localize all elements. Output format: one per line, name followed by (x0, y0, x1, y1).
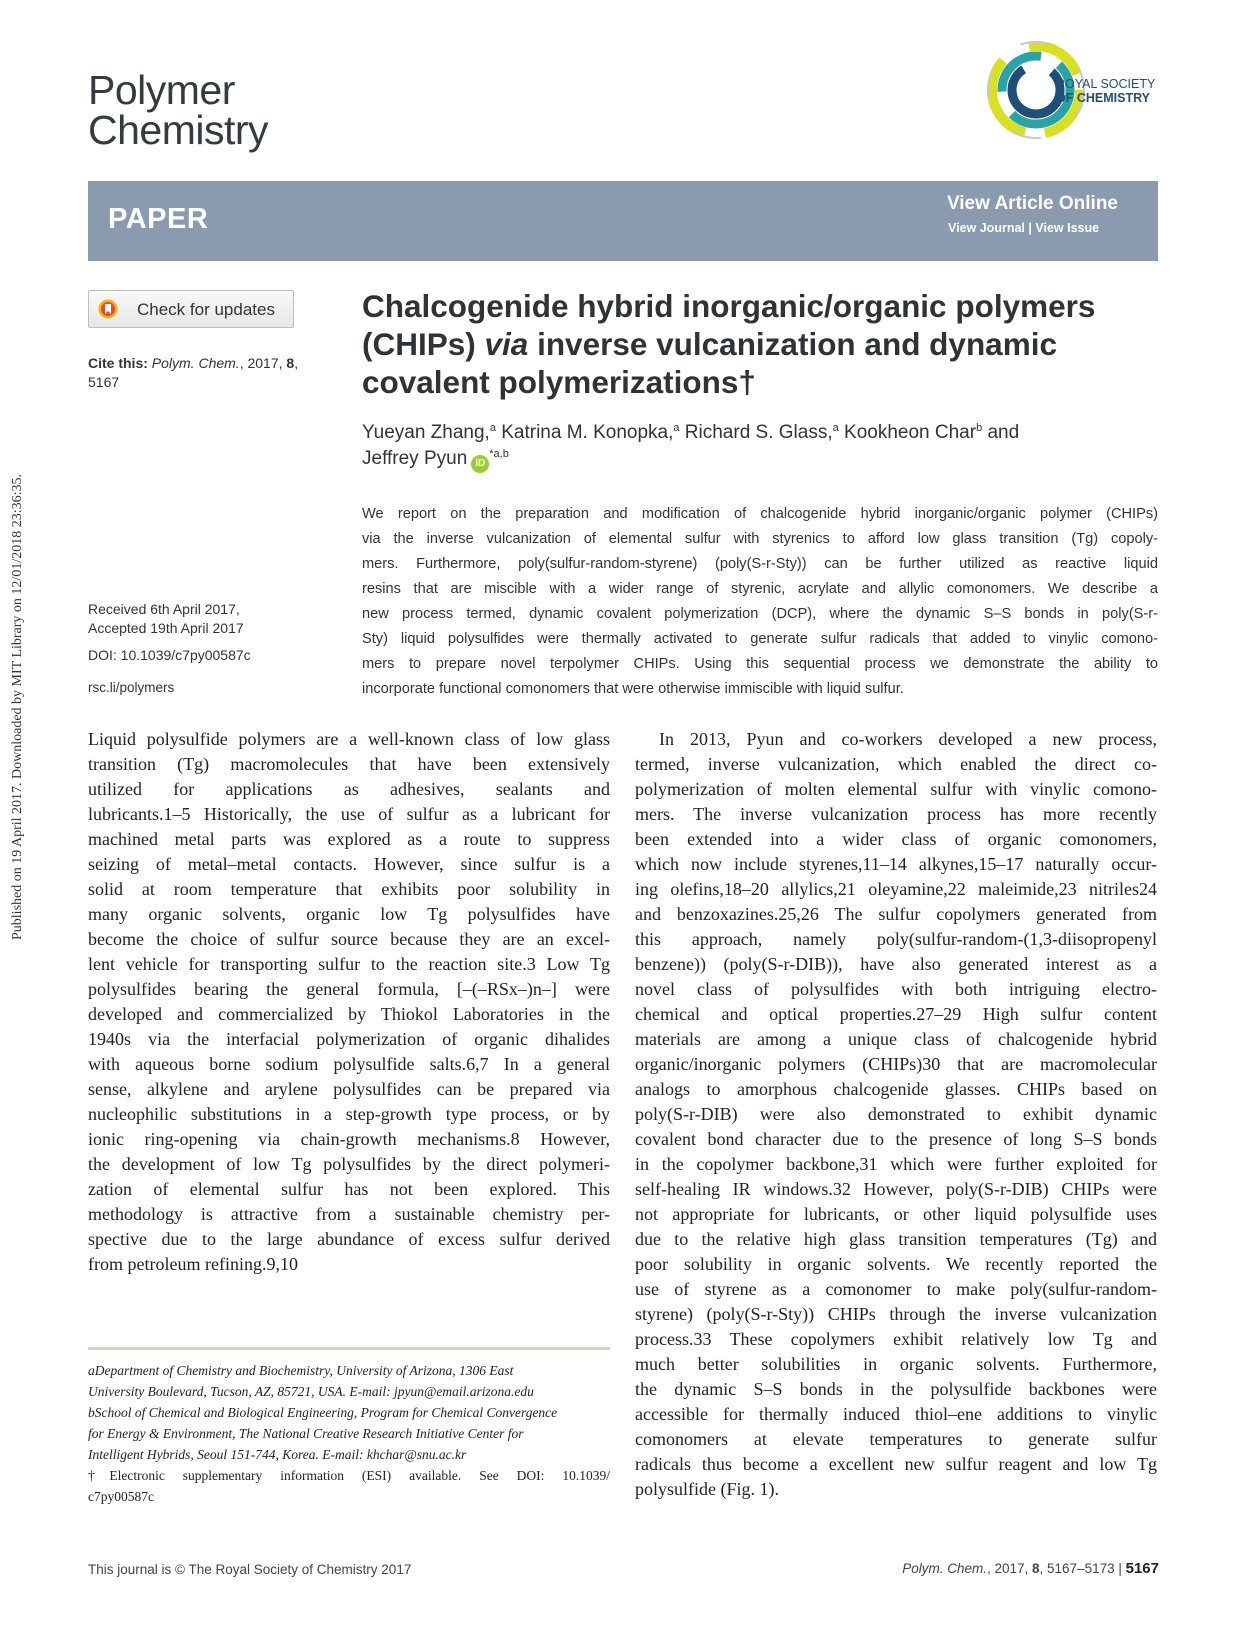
cite-year: , 2017, (239, 355, 283, 371)
body-line: process.33 These copolymers exhibit relatively low Tg and (635, 1329, 1157, 1349)
abstract-line: resins that are miscible with a wider range of styrenic, acrylate and allylic comonomers. We describe a (362, 581, 1158, 597)
body-line: mers. The inverse vulcanization process has more recently (635, 804, 1157, 824)
body-line: self-healing IR windows.32 However, poly(S-r-DIB) CHIPs were (635, 1179, 1157, 1199)
author-glass: Richard S. Glass, (679, 422, 833, 443)
body-line: much better solubilities in organic solvents. Furthermore, (635, 1354, 1157, 1374)
body-line: radicals thus become a excellent new sulfur reagent and low Tg (635, 1454, 1157, 1474)
body-line: organic/inorganic polymers (CHIPs)30 that are macromolecular (635, 1054, 1157, 1074)
body-line: this approach, namely poly(sulfur-random-(1,3-diisopropenyl (635, 929, 1157, 949)
body-line: spective due to the large abundance of excess sulfur derived (88, 1229, 610, 1249)
body-line: solid at room temperature that exhibits poor solubility in (88, 879, 610, 899)
body-line: in the copolymer backbone,31 which were further exploited for (635, 1154, 1157, 1174)
cite-journal: Polym. Chem. (151, 355, 240, 371)
abstract-line: new process termed, dynamic covalent polymerization (DCP), where the dynamic S–S bonds in poly(S-r- (362, 606, 1158, 622)
body-line: ing olefins,18–20 allylics,21 oleyamine,22 maleimide,23 nitriles24 (635, 879, 1157, 899)
check-for-updates-button[interactable] (88, 290, 294, 328)
view-article-online-link[interactable]: View Article Online (946, 193, 1118, 214)
abstract (362, 502, 1158, 702)
title-line3: covalent polymerizations† (362, 364, 756, 400)
title-line2: (CHIPs) via inverse vulcanization and dynamic (362, 326, 1057, 362)
footnote-line: aDepartment of Chemistry and Biochemistry, University of Arizona, 1306 East (88, 1363, 514, 1378)
doi[interactable]: DOI: 10.1039/c7py00587c (88, 647, 251, 663)
footnote-line: Intelligent Hybrids, Seoul 151-744, Korea. E-mail: khchar@snu.ac.kr (88, 1447, 467, 1462)
abstract-line: mers. Furthermore, poly(sulfur-random-styrene) (poly(S-r-Sty)) can be further utilized as reactive liquid (362, 556, 1158, 572)
body-line: poly(S-r-DIB) were also demonstrated to exhibit dynamic (635, 1104, 1157, 1124)
body-line: Liquid polysulfide polymers are a well-known class of low glass (88, 729, 610, 749)
body-line: poor solubility in organic solvents. We recently reported the (635, 1254, 1157, 1274)
view-issue-link[interactable]: View Issue (1035, 221, 1100, 235)
body-line: with aqueous borne sodium polysulfide salts.6,7 In a general (88, 1054, 610, 1074)
journal-title (88, 67, 269, 153)
author-char: Kookheon Char (838, 422, 977, 443)
abstract-line: incorporate functional comonomers that were otherwise immiscible with liquid sulfur. (362, 681, 904, 697)
body-line: sense, alkylene and arylene polysulfides can be prepared via (88, 1079, 610, 1099)
body-line: not appropriate for lubricants, or other liquid polysulfide uses (635, 1204, 1157, 1224)
check-for-updates-label: Check for updates (137, 300, 275, 319)
bookmark-icon (98, 299, 118, 319)
body-line: machined metal parts was explored as a route to suppress (88, 829, 610, 849)
article-type-label: PAPER (108, 203, 209, 235)
rsc-logo (986, 40, 1156, 150)
body-line: styrene) (poly(S-r-Sty)) CHIPs through the inverse vulcanization (635, 1304, 1157, 1324)
body-line: In 2013, Pyun and co-workers developed a new process, (659, 729, 1157, 749)
body-line: materials are among a unique class of chalcogenide hybrid (635, 1029, 1157, 1049)
footer-citation: Polym. Chem., 2017, 8, 5167–5173 | 5167 (902, 1560, 1159, 1577)
abstract-line: Sty) liquid polysulfides were thermally activated to generate sulfur radicals that added to vinylic comono- (362, 631, 1158, 647)
banner-separator: | (1028, 221, 1032, 235)
footer-copyright: This journal is © The Royal Society of Chemistry 2017 (88, 1562, 412, 1577)
article-dates (88, 600, 244, 638)
article-banner (88, 181, 1158, 261)
journal-link[interactable]: rsc.li/polymers (88, 680, 175, 695)
body-line: transition (Tg) macromolecules that have been extensively (88, 754, 610, 774)
journal-title-line1: Polymer (88, 67, 235, 113)
body-line: ionic ring-opening via chain-growth mechanisms.8 However, (88, 1129, 610, 1149)
body-line: due to the relative high glass transition temperatures (Tg) and (635, 1229, 1157, 1249)
body-column-right (635, 727, 1157, 1502)
body-line: nucleophilic substitutions in a step-growth type process, or by (88, 1104, 610, 1124)
body-line: many organic solvents, organic low Tg polysulfides have (88, 904, 610, 924)
body-line: utilized for applications as adhesives, sealants and (88, 779, 610, 799)
body-line: chemical and optical properties.27–29 High sulfur content (635, 1004, 1157, 1024)
author-list: Yueyan Zhang,$^a$ Katrina M. Konopka,$^a$ Richard S. Glass,$^a$ Kookheon Char$^b$ and Jeffrey Pyun iD$^{*a,b}$ (362, 420, 1162, 473)
body-line: comonomers at elevate temperatures to generate sulfur (635, 1429, 1157, 1449)
body-line: benzene)) (poly(S-r-DIB)), have also generated interest as a (635, 954, 1157, 974)
view-journal-link[interactable]: View Journal (948, 221, 1025, 235)
body-line: and benzoxazines.25,26 The sulfur copolymers generated from (635, 904, 1157, 924)
accepted-date: Accepted 19th April 2017 (88, 620, 244, 636)
page-number: 5167 (1125, 1560, 1159, 1577)
body-line: the dynamic S–S bonds in the polysulfide backbones were (635, 1379, 1157, 1399)
cite-volume: 8 (286, 355, 295, 371)
footnote-divider (88, 1347, 610, 1350)
footnote-line: University Boulevard, Tucson, AZ, 85721, USA. E-mail: jpyun@email.arizona.edu (88, 1384, 534, 1399)
body-line: novel class of polysulfides with both intriguing electro- (635, 979, 1157, 999)
title-line1: Chalcogenide hybrid inorganic/organic polymers (362, 288, 1096, 324)
body-line: polymerization of molten elemental sulfur with vinylic comono- (635, 779, 1157, 799)
body-line: use of styrene as a comonomer to make poly(sulfur-random- (635, 1279, 1157, 1299)
footer-journal: Polym. Chem. (902, 1561, 987, 1576)
received-date: Received 6th April 2017, (88, 601, 240, 617)
abstract-line: mers to prepare novel terpolymer CHIPs. Using this sequential process we demonstrate the ability to (362, 656, 1158, 672)
body-line: lent vehicle for transporting sulfur to the reaction site.3 Low Tg (88, 954, 610, 974)
article-title (362, 287, 1162, 401)
logo-text-line1: ROYAL SOCIETY (1056, 77, 1156, 91)
body-line: lubricants.1–5 Historically, the use of sulfur as a lubricant for (88, 804, 610, 824)
body-line: methodology is attractive from a sustainable chemistry per- (88, 1204, 610, 1224)
author-pyun: Jeffrey Pyun (362, 448, 468, 469)
body-line: polysulfide (Fig. 1). (635, 1479, 779, 1499)
footnote-line: c7py00587c (88, 1489, 154, 1504)
body-line: zation of elemental sulfur has not been explored. This (88, 1179, 610, 1199)
author-konopka: Katrina M. Konopka, (495, 422, 674, 443)
body-column-left (88, 727, 610, 1277)
footnote-line: for Energy & Environment, The National Creative Research Initiative Center for (88, 1426, 524, 1441)
orcid-icon[interactable]: iD (471, 455, 489, 473)
body-line: accessible for thermally induced thiol–ene additions to vinylic (635, 1404, 1157, 1424)
banner-links (948, 221, 1099, 235)
cite-pages: 5167 (88, 374, 120, 390)
body-line: the development of low Tg polysulfides by the direct polymeri- (88, 1154, 610, 1174)
body-line: analogs to amorphous chalcogenide glasses. CHIPs based on (635, 1079, 1157, 1099)
body-line: 1940s via the interfacial polymerization of organic dihalides (88, 1029, 610, 1049)
body-line: polysulfides bearing the general formula, [–(–RSx–)n–] were (88, 979, 610, 999)
body-line: covalent bond character due to the presence of long S–S bonds (635, 1129, 1157, 1149)
download-stamp: Published on 19 April 2017. Downloaded by MIT Library on 12/01/2018 23:36:35. (10, 474, 25, 940)
citation: Cite this: Polym. Chem., 2017, 8, 5167 (88, 355, 299, 390)
body-line: which now include styrenes,11–14 alkynes,15–17 naturally occur- (635, 854, 1157, 874)
body-line: become the choice of sulfur source because they are an excel- (88, 929, 610, 949)
footnote-line: bSchool of Chemical and Biological Engineering, Program for Chemical Convergence (88, 1405, 558, 1420)
footnotes (88, 1360, 610, 1507)
abstract-line: We report on the preparation and modification of chalcogenide hybrid inorganic/organic polymer (CHIPs) (362, 506, 1158, 522)
body-line: seizing of metal–metal contacts. However, since sulfur is a (88, 854, 610, 874)
abstract-line: via the inverse vulcanization of elemental sulfur with styrenics to afford low glass transition (Tg) copoly- (362, 531, 1158, 547)
body-line: termed, inverse vulcanization, which enabled the direct co- (635, 754, 1157, 774)
cite-label: Cite this: (88, 355, 148, 371)
body-line: developed and commercialized by Thiokol Laboratories in the (88, 1004, 610, 1024)
body-line: from petroleum refining.9,10 (88, 1254, 298, 1274)
footnote-line: †Electronic supplementary information (ESI) available. See DOI: 10.1039/ (88, 1468, 610, 1483)
rsc-logo-graphic (986, 40, 1156, 150)
journal-title-line2: Chemistry (88, 107, 269, 153)
body-line: been extended into a wider class of organic comonomers, (635, 829, 1157, 849)
author-zhang: Yueyan Zhang, (362, 422, 490, 443)
logo-text-line2: OF CHEMISTRY (1056, 91, 1150, 105)
